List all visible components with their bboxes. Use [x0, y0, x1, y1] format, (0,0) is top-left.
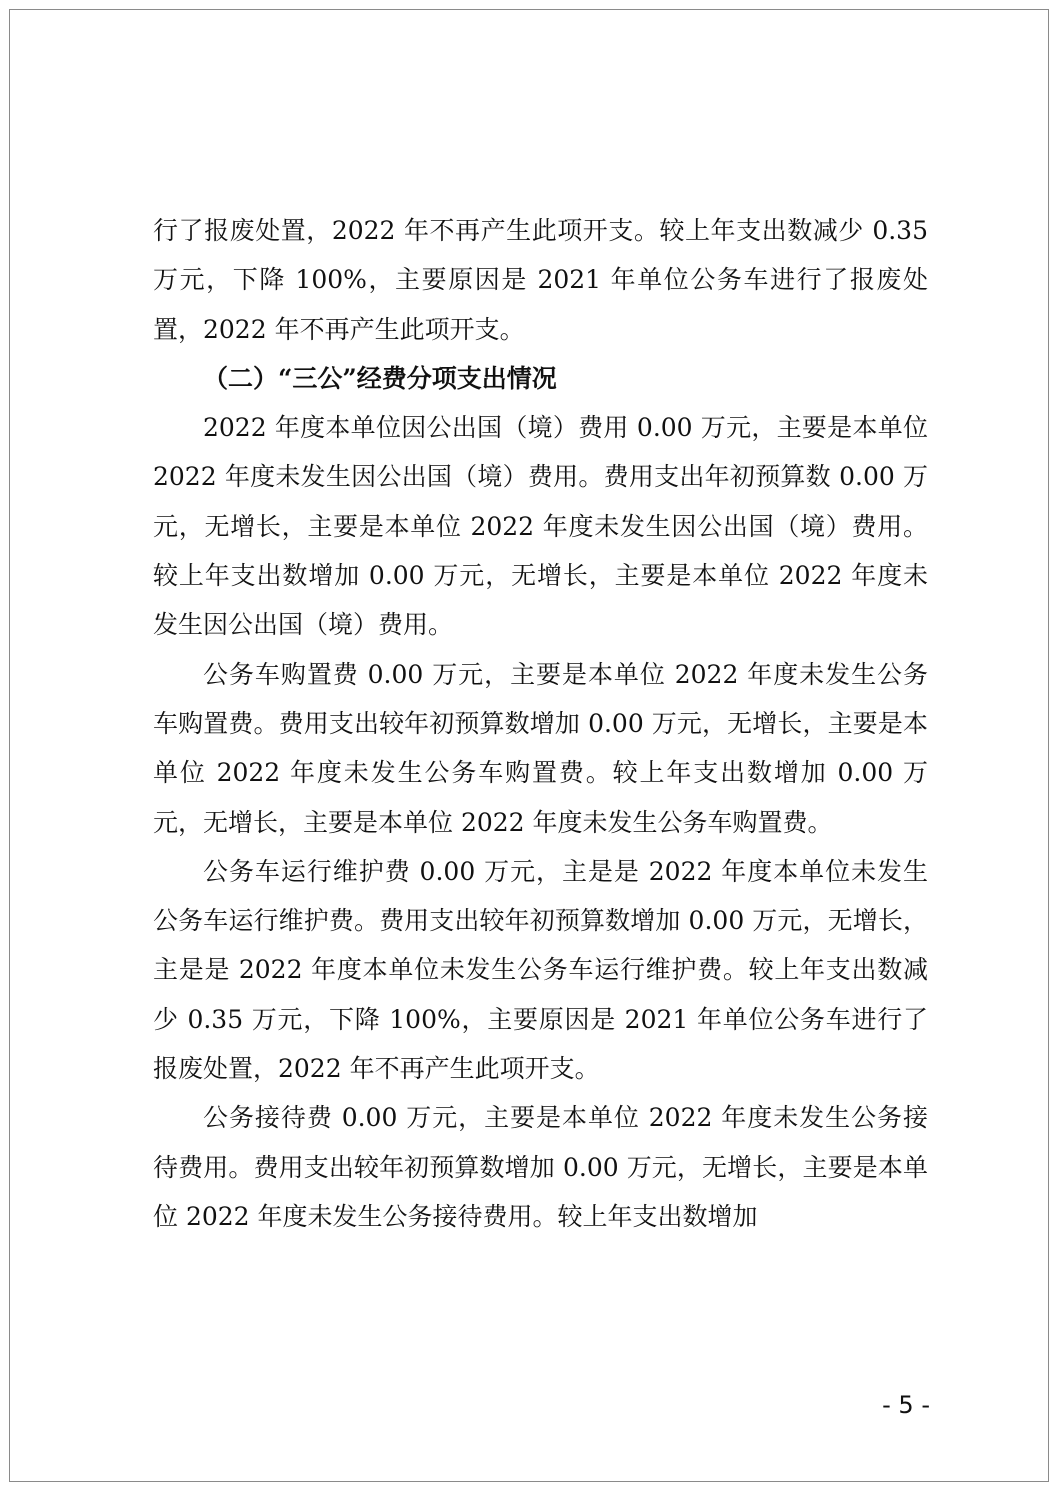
document-page — [9, 9, 1049, 1482]
document-body — [153, 206, 928, 1241]
section-heading: （二）“三公”经费分项支出情况 — [203, 363, 557, 393]
paragraph-reception: 公务接待费 0.00 万元，主要是本单位 2022 年度未发生公务接待费用。费用支出较年初预算数增加 0.00 万元，无增长，主要是本单位 2022 年度未发生公务接待费用。较上年支出数增加 — [153, 1103, 928, 1231]
paragraph-vehicle-maintenance: 公务车运行维护费 0.00 万元，主是是 2022 年度本单位未发生公务车运行维护费。费用支出较年初预算数增加 0.00 万元，无增长，主是是 2022 年度本单位未发生公务车运行维护费。较上年支出数减少 0.35 万元，下降 100%，主要原因是 2021 年单位公务车进行了报废处置，2022 年不再产生此项开支。 — [153, 856, 928, 1084]
paragraph-overseas-travel: 2022 年度本单位因公出国（境）费用 0.00 万元，主要是本单位 2022 年度未发生因公出国（境）费用。费用支出年初预算数 0.00 万元，无增长，主要是本单位 2022 年度未发生因公出国（境）费用。较上年支出数增加 0.00 万元，无增长，主要是本单位 2022 年度未发生因公出国（境）费用。 — [153, 413, 928, 640]
paragraph-continued: 行了报废处置，2022 年不再产生此项开支。较上年支出数减少 0.35 万元，下降 100%，主要原因是 2021 年单位公务车进行了报废处置，2022 年不再产生此项开支。 — [153, 216, 928, 344]
page-number: - 5 - — [882, 1391, 930, 1419]
paragraph-vehicle-purchase: 公务车购置费 0.00 万元，主要是本单位 2022 年度未发生公务车购置费。费用支出较年初预算数增加 0.00 万元，无增长，主要是本单位 2022 年度未发生公务车购置费。较上年支出数增加 0.00 万元，无增长，主要是本单位 2022 年度未发生公务车购置费。 — [153, 659, 928, 837]
